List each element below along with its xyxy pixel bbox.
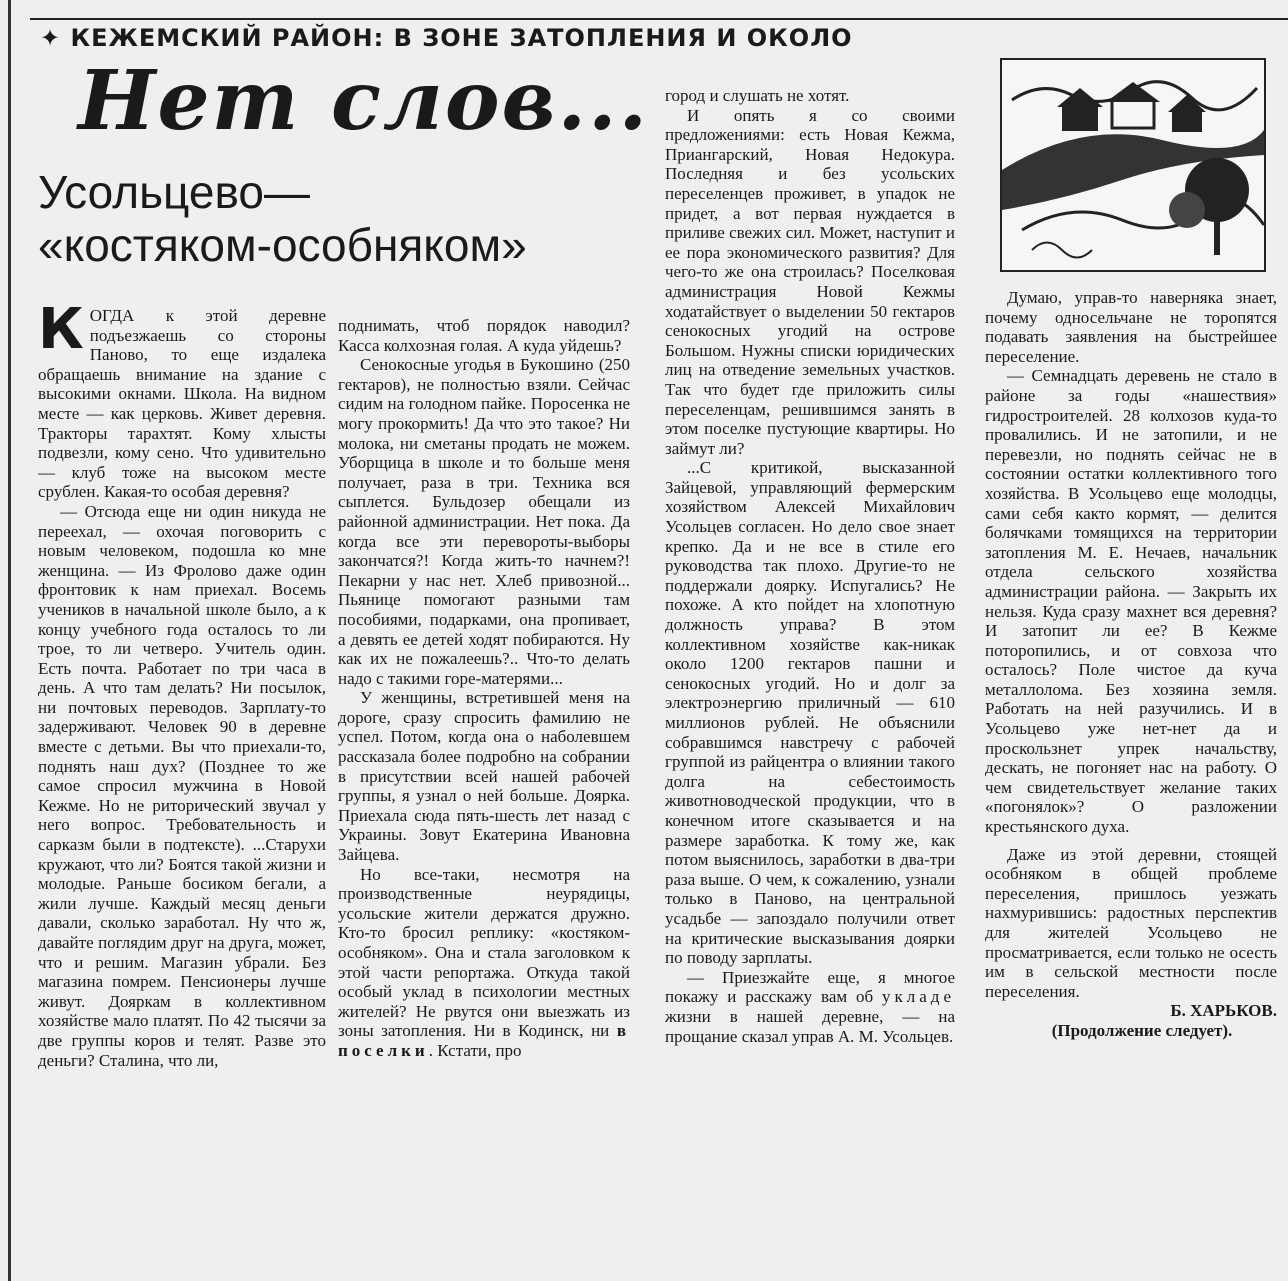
spaced-text: укладе <box>882 987 955 1007</box>
paragraph-text: Но все-таки, несмотря на производственные неурядицы, усольские жители держатся дружно. Кто-то бросил реплику: «костяком-особняком». Она и стала заголовком к этой части репортажа. Откуда такой особый уклад в психологии местных жителей? Не рвутся они выезжать из зоны затопления. Ни в Кодинск, ни <box>338 864 630 1041</box>
paragraph: город и слушать не хотят. <box>665 86 850 105</box>
top-rule <box>30 18 1288 20</box>
headline: Нет слов... <box>78 53 650 149</box>
paragraph <box>338 865 630 1061</box>
subhead-line-1: Усольцево— <box>38 166 310 218</box>
paragraph: Даже из этой деревни, стоящей особняком в общей проблеме переселения, пришлось уезжать нахмурившись: радостных перспектив для жителей Усольцево не просматривается, если только не осесть им в сельской местности после переселения. <box>985 844 1277 1001</box>
column-2 <box>338 316 630 1261</box>
paragraph-text: . Кстати, про <box>428 1040 522 1060</box>
paragraph: И опять я со своими предложениями: есть Новая Кежма, Приангарский, Новая Недокура. Последняя и без усольских переселенцев проживет, в упадок не придет, а вот первая нуждается в приливе свежих сил. Может, наступит и ее пора экономического развития? Для чего-то же она строилась? Поселковая администрация Новой Кежмы ходатайствует о выделении 50 гектаров сенокосных угодий на острове Большом. Нужны списки юридических лиц на отведение земельных участков. Так что будет где приложить силы переселенцам, решившимся занять в этом поселке пустующие квартиры. Но займут ли? <box>665 105 955 458</box>
paragraph: — Семнадцать деревень не стало в районе за годы «нашествия» гидростроителей. 28 колхозов куда-то провалились. И не затопили, и не перевезли, но поднять сейчас не в состоянии остатки коллективного того хозяйства. В Усольцево еще молодцы, сами себя както кормят, — делится болячками томящихся на территории затопления М. Е. Нечаев, начальник отдела сельского хозяйства администрации района. — Закрыть их нельзя. Куда сразу махнет вся деревня? И затопит ли ее? В Кежме поторопились, и от совхоза что осталось? Поле чистое да куча металлолома. Без хозяина земля. Работать на ней разучились. И в Усольцево уже нет-нет да и проскользнет упрек начальству, дескать, не погоняет нас на работу. О чем свидетельствует желание таких «погонялок»? О разложении крестьянского духа. <box>985 366 1277 837</box>
spaced-text: в поселки <box>338 1021 630 1060</box>
paragraph: — Отсюда еще ни один никуда не переехал, — охочая поговорить с новым человеком, подошла ко мне женщина. — Из Фролово даже один фронтовик к нам приехал. Восемь учеников в начальной школе было, а к концу учебного года осталось то ли трое, то ли четверо. Учитель один. Есть почта. Работает по три часа в день. А что там делать? Ни посылок, ни почтовых переводов. Зарплату-то задерживают. Человек 90 в деревне вместе с детьми. Вы что приехали-то, поднять наш дух? (Позднее то же самое спросил мужчина в Новой Кежме. Но не риторический звучал у него вопрос. Требовательность и сарказм были в подтексте). ...Старухи кружают, что ли? Боятся такой жизни и молодые. Раньше босиком бегали, а жили лучше. Каждый месяц деньги давали, сколько заработал. Ну что ж, давайте поглядим друг на друга, может, что и решим. Магазин убрали. Без магазина помрем. Пенсионеры лучше живут. Дояркам в коллективном хозяйстве мало платят. По 42 тысячи за две группы коров и телят. Разве это деньги? Сталина, что ли, <box>38 501 326 1070</box>
left-rule <box>8 0 11 1281</box>
paragraph: У женщины, встретившей меня на дороге, сразу спросить фамилию не успел. Потом, когда она о наболевшем рассказала более подробно на собрании в присутствии всей нашей рабочей группы, я узнал о ней больше. Доярка. Приехала сюда пять-шесть лет назад с Украины. Зовут Екатерина Ивановна Зайцева. <box>338 688 630 865</box>
village-drawing <box>1002 60 1264 270</box>
paragraph-text: жизни в нашей деревне, — на прощание сказал управ А. М. Усольцев. <box>665 1006 955 1046</box>
subhead <box>38 166 527 272</box>
continued-note: (Продолжение следует). <box>1051 1020 1233 1040</box>
author-signature: Б. ХАРЬКОВ. <box>1170 1001 1277 1021</box>
drop-cap: К <box>38 306 84 362</box>
paragraph: Думаю, управ-то наверняка знает, почему односельчане не торопятся подавать заявления на быстрейшее переселение. <box>985 288 1277 366</box>
column-1 <box>38 306 326 1251</box>
paragraph-text: ОГДА к этой деревне подъезжаешь со стороны Паново, то еще издалека обращаешь внимание на здание с высокими окнами. Школа. На видном месте — как церковь. Живет деревня. Тракторы тарахтят. Кому хлысты подвезли, кому сено. Что удивительно — клуб тоже на высоком месте срублен. Какая-то особая деревня? <box>38 306 326 502</box>
rubric: ✦ КЕЖЕМСКИЙ РАЙОН: В ЗОНЕ ЗАТОПЛЕНИЯ И ОКОЛО <box>40 24 853 52</box>
column-4 <box>985 288 1277 1263</box>
illustration-village <box>1000 58 1266 272</box>
paragraph: Сенокосные угодья в Букошино (250 гектаров), не полностью взяли. Сейчас сидим на голодном пайке. Поросенка не могу прокормить! Да что это такое? Ни молока, ни сметаны продать не можем. Уборщица в школе и то больше меня получает, раза в три. Техника вся сыплется. Бульдозер обещали из районной администрации. Нет пока. Да когда все эти перевороты-выборы закончатся?! Когда жить-то начнем?! Пекарни у нас нет. Хлеб привозной... Пьянице помогают разными там пособиями, подарками, она пропивает, а девять ее детей ходят побираются. Ну как их не пожалеешь?.. Что-то делать надо с такими горе-матерями... <box>338 355 630 688</box>
paragraph <box>38 306 326 502</box>
subhead-line-2: «костяком-особняком» <box>38 218 527 271</box>
paragraph-text: — Приезжайте еще, я многое покажу и расскажу вам об <box>665 967 955 1007</box>
paragraph <box>665 968 955 1046</box>
paragraph: ...С критикой, высказанной Зайцевой, управляющий фермерским хозяйством Алексей Михайлович Усольцев согласен. Но дело свое знает крепко. Да и не все в стиле его руководства так плохо. Другие-то не поддержали доярку. Испугались? Не похоже. А кто пойдет на хлопотную должность управа? В этом коллективном хозяйстве как-никак около 1200 гектаров пашни и сенокосных угодий. Но и долг за электроэнергию приличный — 610 миллионов рублей. Не объяснили собравшимся навстречу с рабочей группой из райцентра о влиянии такого долга на себестоимость животноводческой продукции, что в конечном итоге сказывается и на размере заработка. К тому же, как потом выяснилось, заработки в два-три раза выше. О чем, к сожалению, узнали только в Паново, на центральной усадьбе — запоздало получили ответ на критические высказывания доярки по поводу зарплаты. <box>665 458 955 968</box>
column-3 <box>665 86 955 1266</box>
paragraph: поднимать, чтоб порядок наводил? Касса колхозная голая. А куда уйдешь? <box>338 316 630 355</box>
